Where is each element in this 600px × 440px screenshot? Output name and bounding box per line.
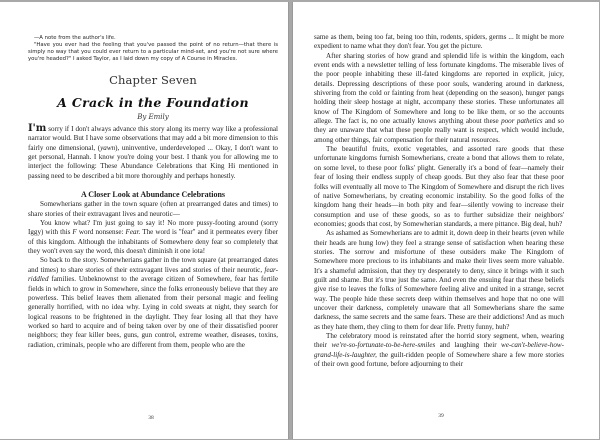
chapter-title: A Crack in the Foundation bbox=[57, 95, 249, 110]
chapter-label: Chapter Seven bbox=[109, 73, 197, 87]
paragraph: The celebratory mood is reinstated after the horrid story segment, when, wearing their we're-so-fortunate-to-be-here-smiles and laughing their we-can't-believe-how-grand-life-is-laughter, the guilt-ridden people of Somewhere share a few more stories of their own good fortune, before adjourning to their bbox=[314, 332, 564, 369]
paragraph: So back to the story. Somewherians gather in the town square (at prearranged dates and times) to share stories of their extravagant lives and stories of their neurotic, fear-riddled families. Unbeknownst to the average citizen of Somewhere, fear has fertile fields in which to grow in Somewhere, since the folks erroneously believe that they are powerless. This belief leaves them alienated from their personal magic and feeling generally horrified, with no idea why. Lying in cold sweats at night, they search for logical reasons to be frightened in the daylight. They fear losing all that they have worked so hard to acquire and of being taken over by one of their dissatisfied poorer neighbors; they fear killer bees, guns, gun control, extreme weather, diseases, toxins, radiation, criminals, people who are different from them, people who are the bbox=[28, 256, 278, 349]
paragraph: You know what? I'm just going to say it! No more pussy-footing around (sorry Iggy) with this F word nonsense: Fear. The word is "fear" and it permeates every fiber of this kingdom. Although the inhabitants of Somewhere deny fear so completely that they won't even say the word, this doesn't diminish it one iota! bbox=[28, 219, 278, 256]
left-body bbox=[28, 124, 278, 350]
right-page bbox=[292, 2, 599, 439]
paragraph: After sharing stories of how grand and splendid life is within the kingdom, each event ends with a newsletter telling of less fortunate kingdoms. The miserable lives of the poor people inhabiting these ill-fated kingdoms are reported in explicit, juicy, details. Depressing descriptions of these poor souls, wandering around in darkness, shivering from the cold or fainting from heat (depending on the season), hunger pangs holding their sleep hostage at night, accompany these stories. These unfortunates all know of The Kingdom of Somewhere and long to be like them, or so the accounts allege. The fact is, no one actually knows anything about these poor pathetics and so they are unaware that what these people really want is respect, which would include, among other things, fair compensation for their natural resources. bbox=[314, 51, 564, 144]
author-note bbox=[28, 35, 278, 63]
paragraph: same as them, being too fat, being too thin, rodents, spiders, germs ... It might be more expedient to name what they don't fear. You get the picture. bbox=[314, 33, 564, 51]
right-body bbox=[314, 33, 564, 369]
intro-paragraph: I'm sorry if I don't always advance this story along its merry way like a professional narrator would. But I have some observations that may add a bit more dimension to this fairly one dimensional, (yawn), uninventive, underdeveloped ... Okay, I don't want to get personal, Hannah. I know you're doing your best. I thank you for allowing me to interject the following: These Abundance Celebrations that King Hi mentioned in passing need to be described a bit more thoroughly and perhaps honestly. bbox=[28, 123, 278, 180]
page-number: 38 bbox=[148, 415, 154, 421]
paragraph: Somewherians gather in the town square (often at prearranged dates and times) to share stories of their extravagant lives and neurotic— bbox=[28, 200, 278, 218]
note-attribution: —A note from the author's life. bbox=[34, 35, 116, 41]
byline: By Emily bbox=[137, 113, 169, 121]
paragraph: As ashamed as Somewherians are to admit it, down deep in their hearts (even while their heads are hung low) they feel a strange sense of satisfaction when hearing these stories. The sorrow and misfortune of these outsiders make The Kingdom of Somewhere more precious to its inhabitants and make their lives seem more valuable. It's a shameful admission, that they try desperately to deny, since it brings with it such guilt and shame. But it's true just the same. And even the ensuing fear that these beliefs give rise to leaves the folks of Somewhere feeling alive and united in a strange, secret way. The people hide these secrets deep within themselves and hope that no one will uncover their darkness, completely unaware that all Somewherians share the same darkness, the same secrets and the same fears. These are their addictions! And as much as they hate them, they cling to them for dear life. Pretty funny, huh? bbox=[314, 229, 564, 331]
left-page-content bbox=[28, 35, 278, 350]
paragraph: The beautiful fruits, exotic vegetables, and assorted rare goods that these unfortunate kingdoms furnish Somewherians, create a bond that allows them to relate, on some level, to these poor folks' plight. Generally it's a bond of fear—namely their fear of losing their endless supply of cheap goods. But they also fear that these poor folks will eventually all move to The Kingdom of Somewhere and disrupt the rich lives of native Somewherians, by creating economic instability. So the good folks of the kingdom hang their heads—in both pity and fear—silently vowing to increase their consumption and use of these goods, so as to further subsidize their neighbors' economies; goods that cost, by Somewherian standards, a mere pittance. Big deal, huh? bbox=[314, 145, 564, 228]
drop-cap: I'm bbox=[28, 123, 47, 134]
note-quote: "Have you ever had the feeling that you've passed the point of no return—that there is simply no way that you could ever return to a particular mind-set, and you're not sure where you're headed?" I asked Taylor, as I laid down my copy of A Course in Miracles. bbox=[28, 42, 278, 62]
page-number: 39 bbox=[438, 413, 444, 419]
section-heading: A Closer Look at Abundance Celebrations bbox=[80, 190, 226, 200]
left-page bbox=[0, 2, 289, 439]
